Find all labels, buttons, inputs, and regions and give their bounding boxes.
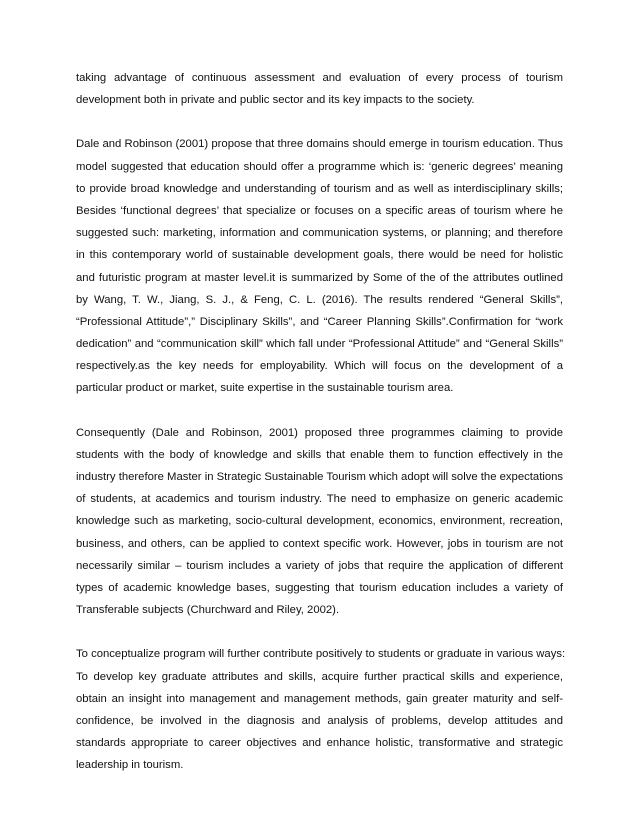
text-line: taking advantage of continuous assessment and evaluation of every process of tourism [76,72,563,84]
text-line: Besides ‘functional degrees’ that specialize or focuses on a specific areas of tourism where he [76,204,563,217]
text-line: model suggested that education should offer a programme which is: ‘generic degrees’ meaning [76,160,563,173]
text-line: obtain an insight into management and management methods, gain greater maturity and self- [76,692,563,705]
text-line: Transferable subjects (Churchward and Riley, 2002). [76,604,340,617]
paragraph-4 [76,643,566,776]
paragraph-1 [76,67,563,111]
text-line: dedication” and “communication skill” which fall under “Professional Attitude” and “General Skills” [76,338,563,351]
text-line: Consequently (Dale and Robinson, 2001) proposed three programmes claiming to provide [76,426,563,439]
text-line: types of academic knowledge bases, suggesting that tourism education includes a variety of [76,581,563,594]
text-line: in this contemporary world of sustainable development goals, there would be need for holistic [76,249,563,262]
text-line: and futuristic program at master level.it is summarized by Some of the of the attributes outlined [76,271,563,284]
text-line: confidence, be involved in the diagnosis and analysis of problems, develop attitudes and [76,714,563,727]
text-line: suggested such: marketing, information and communication systems, or planning; and therefore [76,227,563,240]
text-line: standards appropriate to career objectives and enhance holistic, transformative and strategic [76,737,563,750]
text-line: knowledge such as marketing, socio-cultural development, economics, environment, recreation, [76,515,563,528]
text-line: industry therefore Master in Strategic Sustainable Tourism which adopt will solve the expectations [76,471,564,483]
text-line: leadership in tourism. [76,759,184,772]
text-line: to provide broad knowledge and understanding of tourism and as well as interdisciplinary skills; [76,182,563,195]
text-line: respectively.as the key needs for employability. Which will focus on the development of a [76,360,563,373]
text-line: business, and others, can be applied to context specific work. However, jobs in tourism are not [76,537,563,550]
text-line: To conceptualize program will further contribute positively to students or graduate in various ways: [76,648,566,661]
document-body [76,67,566,798]
text-line: students with the body of knowledge and skills that enable them to function effectively in the [76,448,563,461]
paragraph-2 [76,133,563,399]
text-line: necessarily similar – tourism includes a variety of jobs that require the application of different [76,559,563,572]
text-line: “Professional Attitude”,” Disciplinary Skills”, and “Career Planning Skills”.Confirmation for “work [76,315,563,328]
text-line: by Wang, T. W., Jiang, S. J., & Feng, C. L. (2016). The results rendered “General Skills”, [76,293,563,306]
text-line: Dale and Robinson (2001) propose that three domains should emerge in tourism education. Thus [76,138,563,151]
text-line: development both in private and public sector and its key impacts to the society. [76,94,475,107]
text-line: To develop key graduate attributes and skills, acquire further practical skills and experience, [76,670,563,683]
text-line: of students, at academics and tourism industry. The need to emphasize on generic academic [76,493,563,506]
paragraph-3 [76,422,563,622]
text-line: particular product or market, suite expertise in the sustainable tourism area. [76,382,454,395]
